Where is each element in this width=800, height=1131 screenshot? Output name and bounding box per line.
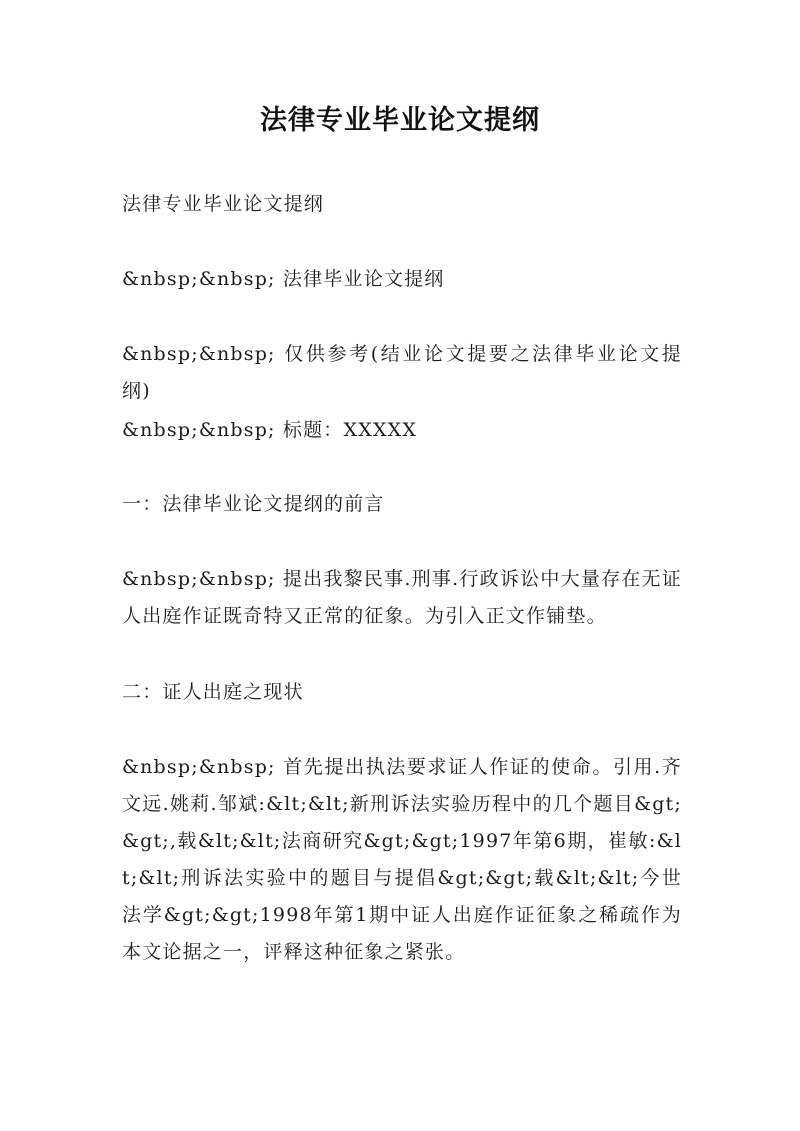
- paragraph-title-line: &nbsp;&nbsp; 标题：XXXXX: [122, 419, 418, 441]
- paragraph-preface-body: &nbsp;&nbsp; 提出我黎民事.刑事.行政诉讼中大量存在无证人出庭作证既奇特又正常的征象。为引入正文作铺垫。: [122, 568, 682, 627]
- paragraph-subtitle: 法律专业毕业论文提纲: [122, 193, 325, 215]
- section-heading-status: 二：证人出庭之现状: [122, 681, 304, 703]
- paragraph-status-body: &nbsp;&nbsp; 首先提出执法要求证人作证的使命。引用.齐文远.姚莉.邹斌:&lt;&lt;新刑诉法实验历程中的几个题目&gt;&gt;,载&lt;&lt;法商研究&gt;&gt;1997年第6期，崔敏:&lt;&lt;刑诉法实验中的题目与提倡&gt;&gt;载&lt;&lt;今世法学&gt;&gt;1998年第1期中证人出庭作证征象之稀疏作为本文论据之一，评释这种征象之紧张。: [122, 756, 682, 963]
- paragraph-outline-heading: &nbsp;&nbsp; 法律毕业论文提纲: [122, 268, 445, 290]
- document-title: 法律专业毕业论文提纲: [260, 105, 540, 136]
- paragraph-reference-note: &nbsp;&nbsp; 仅供参考(结业论文提要之法律毕业论文提纲): [122, 343, 682, 402]
- section-heading-preface: 一：法律毕业论文提纲的前言: [122, 493, 385, 515]
